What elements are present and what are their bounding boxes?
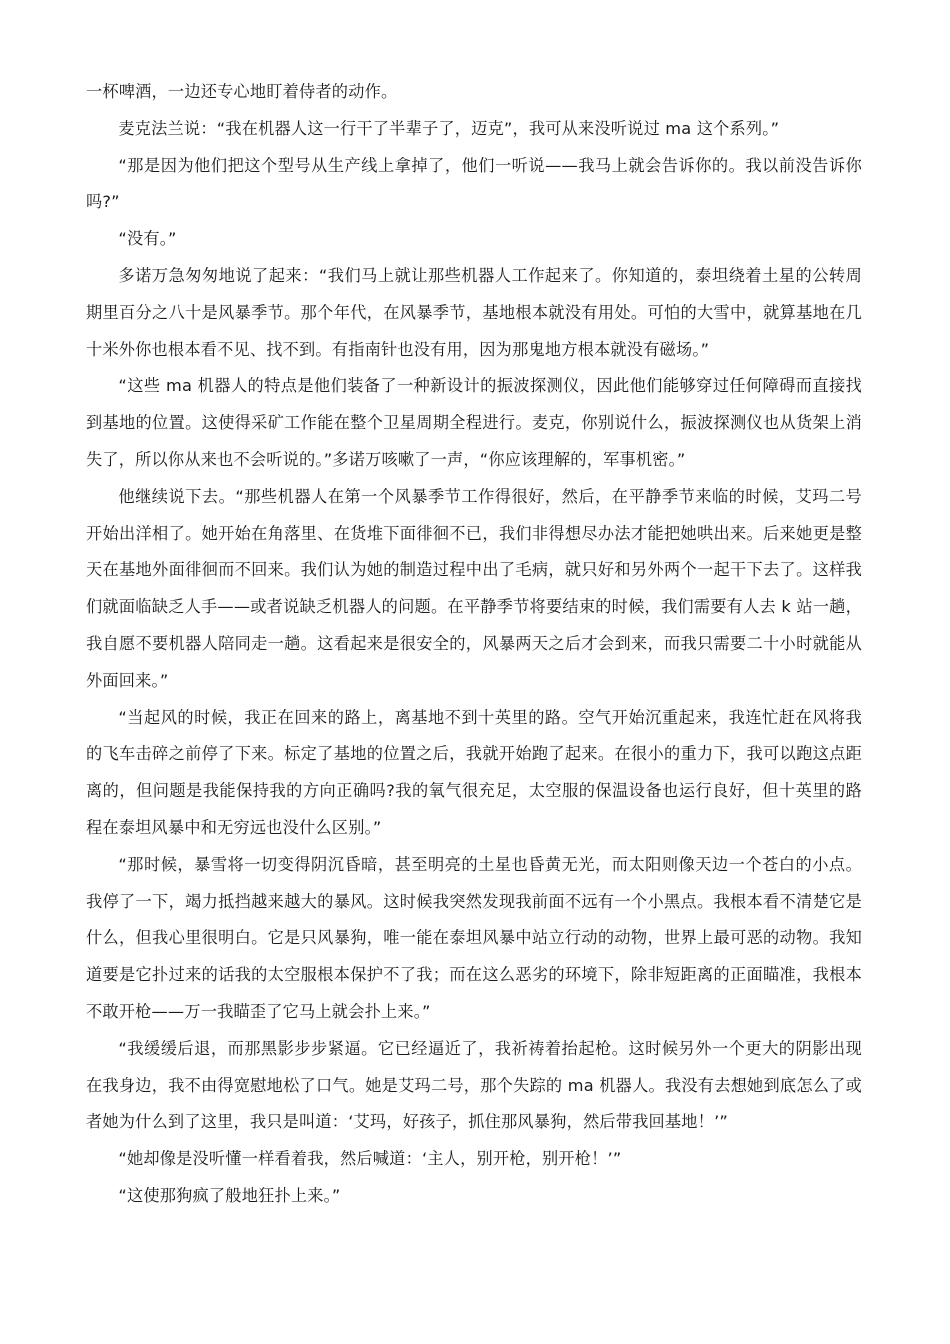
paragraph: 麦克法兰说：“我在机器人这一行干了半辈子了，迈克”，我可从来没听说过 ma 这个系列。” [118,118,780,138]
paragraph: “没有。” [118,229,177,249]
paragraph: “我缓缓后退，而那黑影步步紧逼。它已经逼近了，我祈祷着抬起枪。这时候另外一个更大的阴影出现在我身边，我不由得宽慰地松了口气。她是艾玛二号，那个失踪的 ma 机器人。我没有去想她到底怎么了或者她为什么到了这里，我只是叫道：‘艾玛，好孩子，抓住那风暴狗，然后带我回基地！’” [86,1038,862,1132]
paragraph: 他继续说下去。“那些机器人在第一个风暴季节工作得很好，然后，在平静季节来临的时候，艾玛二号开始出洋相了。她开始在角落里、在货堆下面徘徊不已，我们非得想尽办法才能把她哄出来。后来她更是整天在基地外面徘徊而不回来。我们认为她的制造过程中出了毛病，就只好和另外两个一起干下去了。这样我们就面临缺乏人手——或者说缺乏机器人的问题。在平静季节将要结束的时候，我们需要有人去 k 站一趟，我自愿不要机器人陪同走一趟。这看起来是很安全的，风暴两天之后才会到来，而我只需要二十小时就能从外面回来。” [86,486,862,690]
paragraph: “这些 ma 机器人的特点是他们装备了一种新设计的振波探测仪，因此他们能够穿过任何障碍而直接找到基地的位置。这使得采矿工作能在整个卫星周期全程进行。麦克，你别说什么，振波探测仪也从货架上消失了，所以你从来也不会听说的。”多诺万咳嗽了一声，“你应该理解的，军事机密。” [86,376,862,469]
paragraph: “这使那狗疯了般地狂扑上来。” [118,1185,341,1205]
paragraph: 多诺万急匆匆地说了起来：“我们马上就让那些机器人工作起来了。你知道的，泰坦绕着土星的公转周期里百分之八十是风暴季节。那个年代，在风暴季节，基地根本就没有用处。可怕的大雪中，就算基地在几十米外你也根本看不见、找不到。有指南针也没有用，因为那鬼地方根本就没有磁场。” [86,265,862,359]
document-page [86,74,862,1215]
paragraph: “当起风的时候，我正在回来的路上，离基地不到十英里的路。空气开始沉重起来，我连忙赶在风将我的飞车击碎之前停了下来。标定了基地的位置之后，我就开始跑了起来。在很小的重力下，我可以跑这点距离的，但问题是我能保持我的方向正确吗?我的氧气很充足，太空服的保温设备也运行良好，但十英里的路程在泰坦风暴中和无穷远也没什么区别。” [86,707,862,837]
paragraph: “那是因为他们把这个型号从生产线上拿掉了，他们一听说——我马上就会告诉你的。我以前没告诉你吗?” [86,155,862,212]
paragraph: “她却像是没听懂一样看着我，然后喊道：‘主人，别开枪，别开枪！’” [118,1149,622,1169]
paragraph-continuation: 一杯啤酒，一边还专心地盯着侍者的动作。 [86,82,398,101]
paragraph: “那时候，暴雪将一切变得阴沉昏暗，甚至明亮的土星也昏黄无光，而太阳则像天边一个苍白的小点。我停了一下，竭力抵挡越来越大的暴风。这时候我突然发现我前面不远有一个小黑点。我根本看不清楚它是什么，但我心里很明白。它是只风暴狗，唯一能在泰坦风暴中站立行动的动物，世界上最可恶的动物。我知道要是它扑过来的话我的太空服根本保护不了我；而在这么恶劣的环境下，除非短距离的正面瞄准，我根本不敢开枪——万一我瞄歪了它马上就会扑上来。” [86,854,862,1021]
